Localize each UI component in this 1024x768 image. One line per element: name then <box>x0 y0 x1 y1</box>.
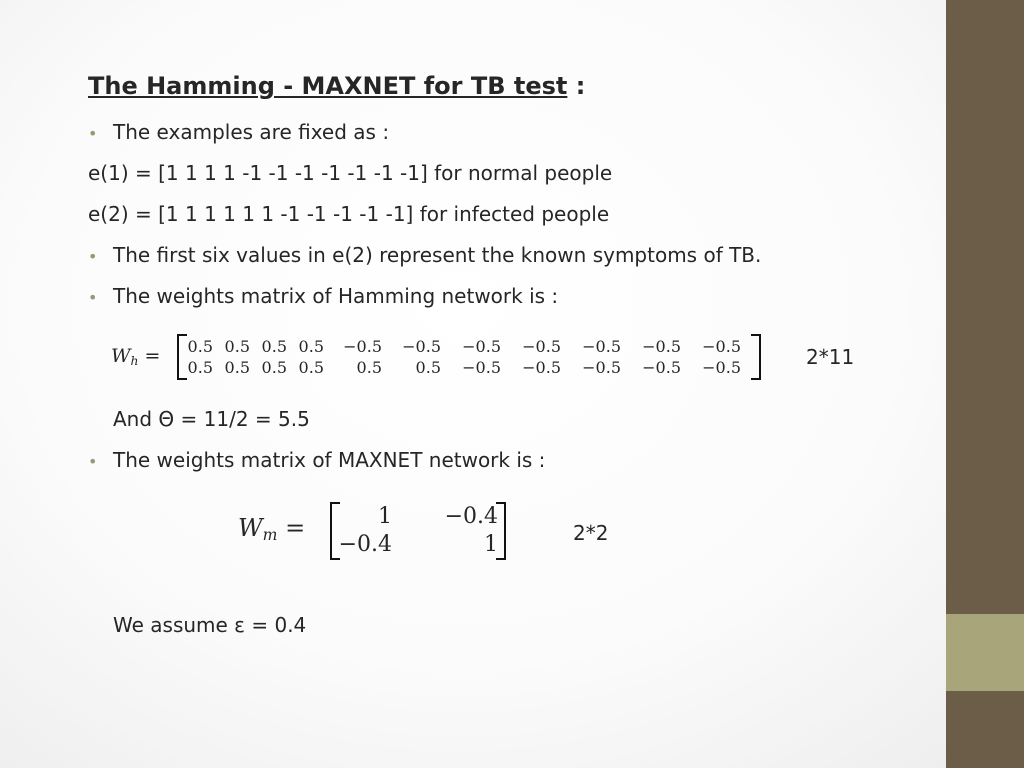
hamming-weights-label: The weights matrix of Hamming network is : <box>113 284 559 308</box>
maxnet-weight-matrix <box>238 502 518 562</box>
wm-subscript: m <box>262 525 278 544</box>
matrix-cell: 0.5 <box>415 358 441 377</box>
epsilon-assumption: We assume ε = 0.4 <box>113 613 307 637</box>
matrix-cell: −0.5 <box>522 358 561 377</box>
example-e1: e(1) = [1 1 1 1 -1 -1 -1 -1 -1 -1 -1] for normal people <box>88 161 613 185</box>
example-e2: e(2) = [1 1 1 1 1 1 -1 -1 -1 -1 -1] for infected people <box>88 202 610 226</box>
examples-intro: The examples are fixed as : <box>113 120 390 144</box>
matrix-cell: 0.5 <box>298 337 324 356</box>
matrix-row <box>336 503 498 531</box>
matrix-cell: 0.5 <box>261 337 287 356</box>
matrix-cell: −0.5 <box>402 337 441 356</box>
slide-title <box>88 72 585 100</box>
matrix-cell: 0.5 <box>187 358 213 377</box>
matrix-cell: 1 <box>378 504 392 529</box>
wm-bracket-group <box>330 502 506 560</box>
matrix-cell: 0.5 <box>224 337 250 356</box>
bullet-icon: • <box>88 452 98 471</box>
matrix-row <box>336 531 498 559</box>
maxnet-weights-label: The weights matrix of MAXNET network is : <box>113 448 546 472</box>
matrix-cell: −0.5 <box>702 337 741 356</box>
matrix-row <box>183 357 741 378</box>
matrix-cell: 0.5 <box>187 337 213 356</box>
bullet-icon: • <box>88 124 98 143</box>
wm-name: W <box>238 514 263 542</box>
matrix-cell: −0.4 <box>338 532 392 557</box>
wh-dimensions: 2*11 <box>806 345 855 369</box>
matrix-cell: −0.5 <box>522 337 561 356</box>
sidebar-accent-block <box>946 614 1024 691</box>
hamming-weight-matrix <box>111 334 771 380</box>
wh-entries <box>183 336 741 378</box>
wh-name: W <box>111 345 131 367</box>
matrix-cell: −0.5 <box>642 358 681 377</box>
matrix-cell: −0.5 <box>343 337 382 356</box>
matrix-cell: −0.5 <box>582 337 621 356</box>
slide-title-colon: : <box>567 72 586 100</box>
wh-symbol: $W_h$ = <box>111 345 161 369</box>
right-bracket <box>751 334 761 380</box>
matrix-row <box>183 336 741 357</box>
matrix-cell: 0.5 <box>261 358 287 377</box>
matrix-cell: −0.5 <box>582 358 621 377</box>
wh-subscript: h <box>130 354 139 369</box>
bullet-icon: • <box>88 247 98 266</box>
bullet-icon: • <box>88 288 98 307</box>
wm-entries <box>336 503 498 559</box>
matrix-cell: −0.5 <box>462 337 501 356</box>
first-six-note: The first six values in e(2) represent the known symptoms of TB. <box>113 243 762 267</box>
matrix-cell: −0.5 <box>702 358 741 377</box>
matrix-cell: 0.5 <box>356 358 382 377</box>
matrix-cell: −0.5 <box>642 337 681 356</box>
matrix-cell: −0.4 <box>444 504 498 529</box>
wh-bracket-group <box>177 334 761 380</box>
slide-title-text: The Hamming - MAXNET for TB test <box>88 72 568 100</box>
matrix-cell: 0.5 <box>224 358 250 377</box>
matrix-cell: 1 <box>484 532 498 557</box>
wm-dimensions: 2*2 <box>573 521 609 545</box>
theta-value: And Θ = 11/2 = 5.5 <box>113 407 310 431</box>
matrix-cell: 0.5 <box>298 358 324 377</box>
wm-symbol: $W_m$ = <box>238 514 306 544</box>
matrix-cell: −0.5 <box>462 358 501 377</box>
